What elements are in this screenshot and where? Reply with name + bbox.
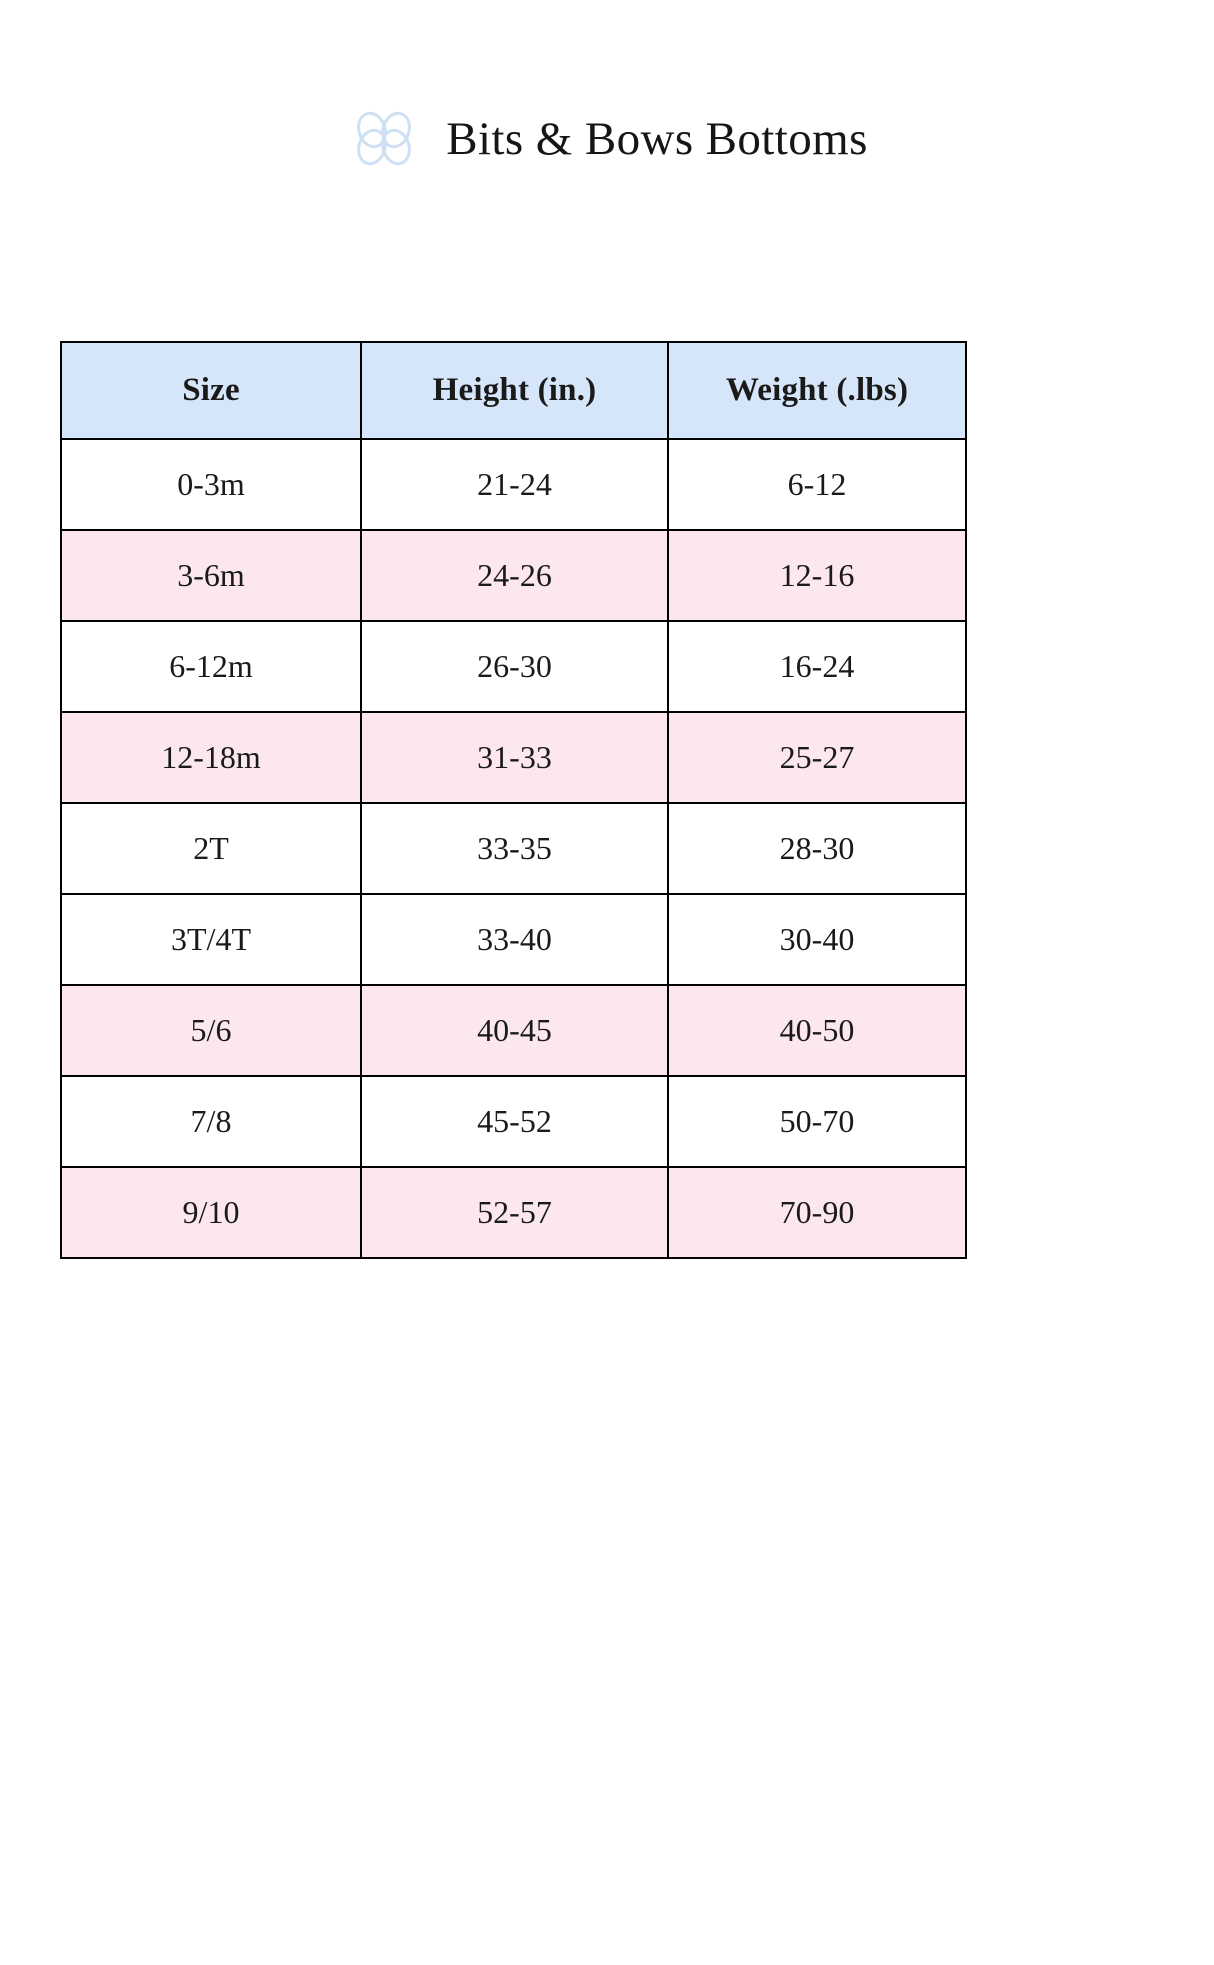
cell-weight: 70-90 bbox=[668, 1167, 966, 1258]
cell-height: 40-45 bbox=[361, 985, 668, 1076]
table-row bbox=[61, 1167, 966, 1258]
column-header-weight: Weight (.lbs) bbox=[668, 342, 966, 439]
cell-size: 3T/4T bbox=[61, 894, 361, 985]
cell-size: 5/6 bbox=[61, 985, 361, 1076]
table-row bbox=[61, 894, 966, 985]
cell-weight: 6-12 bbox=[668, 439, 966, 530]
table-row bbox=[61, 621, 966, 712]
cell-height: 33-40 bbox=[361, 894, 668, 985]
cell-weight: 40-50 bbox=[668, 985, 966, 1076]
table-row bbox=[61, 530, 966, 621]
bow-logo-icon bbox=[346, 109, 424, 169]
table-row bbox=[61, 1076, 966, 1167]
cell-height: 31-33 bbox=[361, 712, 668, 803]
cell-size: 3-6m bbox=[61, 530, 361, 621]
cell-size: 12-18m bbox=[61, 712, 361, 803]
cell-size: 2T bbox=[61, 803, 361, 894]
size-chart-table bbox=[60, 341, 967, 1259]
cell-weight: 30-40 bbox=[668, 894, 966, 985]
cell-height: 24-26 bbox=[361, 530, 668, 621]
column-header-size: Size bbox=[61, 342, 361, 439]
page-title: Bits & Bows Bottoms bbox=[446, 112, 868, 165]
cell-weight: 16-24 bbox=[668, 621, 966, 712]
cell-height: 21-24 bbox=[361, 439, 668, 530]
cell-weight: 25-27 bbox=[668, 712, 966, 803]
cell-weight: 50-70 bbox=[668, 1076, 966, 1167]
cell-height: 52-57 bbox=[361, 1167, 668, 1258]
size-chart-page bbox=[0, 104, 1214, 1965]
cell-size: 6-12m bbox=[61, 621, 361, 712]
table-row bbox=[61, 439, 966, 530]
cell-size: 0-3m bbox=[61, 439, 361, 530]
table-row bbox=[61, 712, 966, 803]
size-chart-table-wrap bbox=[60, 341, 1144, 1259]
column-header-height: Height (in.) bbox=[361, 342, 668, 439]
table-header-row bbox=[61, 342, 966, 439]
cell-weight: 28-30 bbox=[668, 803, 966, 894]
cell-height: 45-52 bbox=[361, 1076, 668, 1167]
page-header bbox=[0, 104, 1214, 174]
cell-height: 33-35 bbox=[361, 803, 668, 894]
cell-weight: 12-16 bbox=[668, 530, 966, 621]
table-row bbox=[61, 985, 966, 1076]
table-row bbox=[61, 803, 966, 894]
cell-size: 7/8 bbox=[61, 1076, 361, 1167]
cell-size: 9/10 bbox=[61, 1167, 361, 1258]
cell-height: 26-30 bbox=[361, 621, 668, 712]
